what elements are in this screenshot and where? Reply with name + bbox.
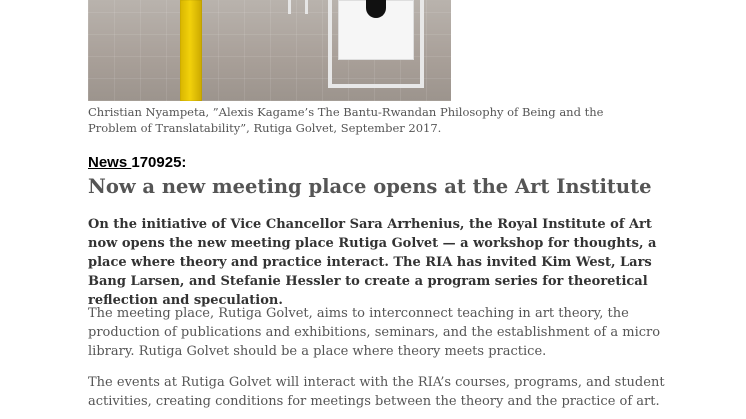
exhibition-photo bbox=[88, 0, 451, 101]
yellow-pillar bbox=[180, 0, 202, 101]
stand-base bbox=[328, 84, 424, 88]
body-paragraph-2: The events at Rutiga Golvet will interact with the RIA’s courses, programs, and student activities, creating conditions for meetings between the theory and the practice of art. bbox=[88, 375, 665, 409]
photo-caption: Christian Nyampeta, ”Alexis Kagame’s The Bantu-Rwandan Philosophy of Being and the Problem of Translatability”, Rutiga Golvet, September 2017. bbox=[88, 105, 604, 135]
news-id: 170925: bbox=[131, 154, 187, 171]
news-label bbox=[88, 154, 186, 172]
lead-paragraph: On the initiative of Vice Chancellor Sara Arrhenius, the Royal Institute of Art now opens the new meeting place Rutiga Golvet — a workshop for thoughts, a place where theory and practice interact. The RIA has invited Kim West, Lars Bang Larsen, and Stefanie Hessler to create a program series for theoretical reflection and speculation. bbox=[88, 217, 657, 308]
news-word: News bbox=[88, 154, 132, 171]
body-paragraph-1: The meeting place, Rutiga Golvet, aims to interconnect teaching in art theory, the production of publications and exhibitions, seminars, and the establishment of a micro library. Rutiga Golvet should be a place where theory meets practice. bbox=[88, 306, 661, 359]
rolling-display-stand bbox=[328, 0, 424, 88]
news-headline: Now a new meeting place opens at the Art Institute bbox=[88, 175, 652, 198]
rolling-stand-back bbox=[288, 0, 308, 14]
